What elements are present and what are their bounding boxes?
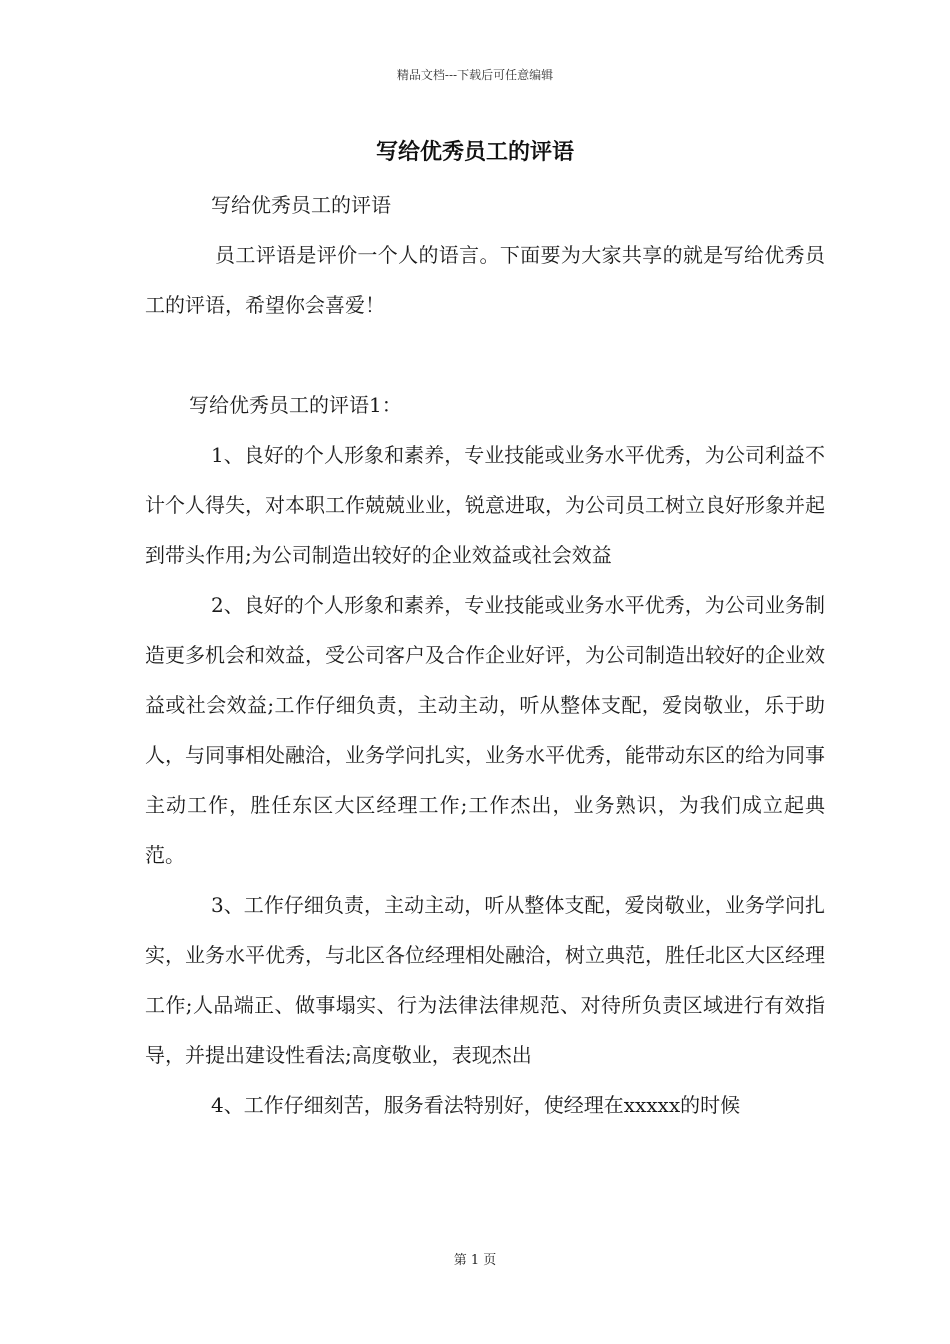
page-number: 1 — [470, 1253, 480, 1268]
comment-item-2: 2、良好的个人形象和素养，专业技能或业务水平优秀，为公司业务制造更多机会和效益，受公司客户及合作企业好评，为公司制造出较好的企业效益或社会效益;工作仔细负责，主动主动，听从整体支配，爱岗敬业，乐于助人，与同事相处融洽，业务学问扎实，业务水平优秀，能带动东区的给为同事主动工作，胜任东区大区经理工作;工作杰出，业务熟识，为我们成立起典范。 — [145, 593, 825, 867]
paragraph-spacer — [145, 330, 825, 380]
comment-item-4: 4、工作仔细刻苦，服务看法特别好，使经理在xxxxx的时候 — [211, 1093, 741, 1117]
page-suffix: 页 — [483, 1253, 497, 1268]
section-heading: 写给优秀员工的评语1： — [189, 393, 402, 417]
comment-item-1: 1、良好的个人形象和素养，专业技能或业务水平优秀，为公司利益不计个人得失，对本职工作兢兢业业，锐意进取，为公司员工树立良好形象并起到带头作用;为公司制造出较好的企业效益或社会效益 — [145, 443, 825, 567]
intro-paragraph: 员工评语是评价一个人的语言。下面要为大家共享的就是写给优秀员工的评语，希望你会喜爱！ — [145, 243, 825, 317]
page-prefix: 第 — [453, 1253, 467, 1268]
document-subtitle: 写给优秀员工的评语 — [211, 193, 391, 217]
document-title: 写给优秀员工的评语 — [375, 139, 574, 165]
page-footer — [0, 1253, 950, 1269]
comment-item-3: 3、工作仔细负责，主动主动，听从整体支配，爱岗敬业，业务学问扎实，业务水平优秀，与北区各位经理相处融洽，树立典范，胜任北区大区经理工作;人品端正、做事塌实、行为法律法律规范、对待所负责区域进行有效指导，并提出建设性看法;高度敬业，表现杰出 — [145, 893, 825, 1067]
document-body — [145, 180, 825, 1130]
page-header: 精品文档---下载后可任意编辑 — [396, 68, 554, 82]
